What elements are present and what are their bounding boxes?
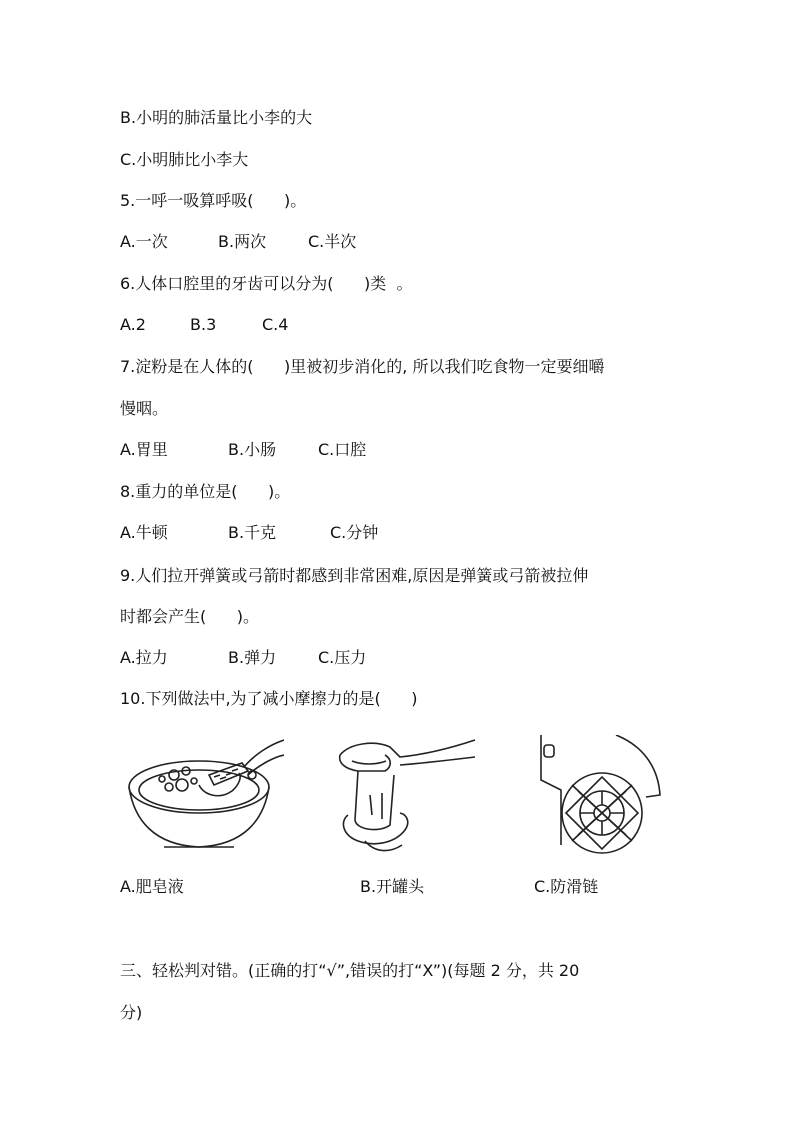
q6-option-b: B.3 (190, 315, 217, 334)
q7-stem-line2: 慢咽。 (120, 399, 169, 418)
snow-chain-tire-illustration (536, 735, 662, 855)
q10-caption-c: C.防滑链 (534, 877, 599, 896)
q8-option-c: C.分钟 (330, 523, 379, 542)
q6-option-c: C.4 (262, 315, 289, 334)
q7-option-a: A.胃里 (120, 440, 168, 459)
q8-stem: 8.重力的单位是( )。 (120, 482, 291, 501)
q9-stem-line1: 9.人们拉开弹簧或弓箭时都感到非常困难,原因是弹簧或弓箭被拉伸 (120, 566, 589, 585)
q6-stem: 6.人体口腔里的牙齿可以分为( )类 。 (120, 274, 413, 293)
q10-caption-a: A.肥皂液 (120, 877, 184, 896)
q7-stem-line1: 7.淀粉是在人体的( )里被初步消化的, 所以我们吃食物一定要细嚼 (120, 357, 605, 376)
q5-option-a: A.一次 (120, 232, 168, 251)
jar-opening-illustration (330, 735, 480, 855)
q9-stem-line2: 时都会产生( )。 (120, 607, 260, 626)
q5-stem: 5.一呼一吸算呼吸( )。 (120, 191, 307, 210)
q7-option-b: B.小肠 (228, 440, 277, 459)
q10-caption-b: B.开罐头 (360, 877, 425, 896)
section3-heading-line2: 分) (120, 1003, 143, 1022)
q5-option-b: B.两次 (218, 232, 267, 251)
q4-option-b: B.小明的肺活量比小李的大 (120, 108, 313, 127)
q9-option-b: B.弹力 (228, 648, 277, 667)
q9-option-a: A.拉力 (120, 648, 168, 667)
q5-option-c: C.半次 (308, 232, 357, 251)
q8-option-a: A.牛顿 (120, 523, 168, 542)
q4-option-c: C.小明肺比小李大 (120, 150, 249, 169)
section3-heading-line1: 三、轻松判对错。(正确的打“√”,错误的打“X”)(每题 2 分，共 20 (120, 961, 580, 980)
q6-option-a: A.2 (120, 315, 146, 334)
soap-basin-illustration (124, 735, 284, 855)
q7-option-c: C.口腔 (318, 440, 367, 459)
q8-option-b: B.千克 (228, 523, 277, 542)
q9-option-c: C.压力 (318, 648, 367, 667)
q10-stem: 10.下列做法中,为了减小摩擦力的是( ) (120, 689, 418, 708)
